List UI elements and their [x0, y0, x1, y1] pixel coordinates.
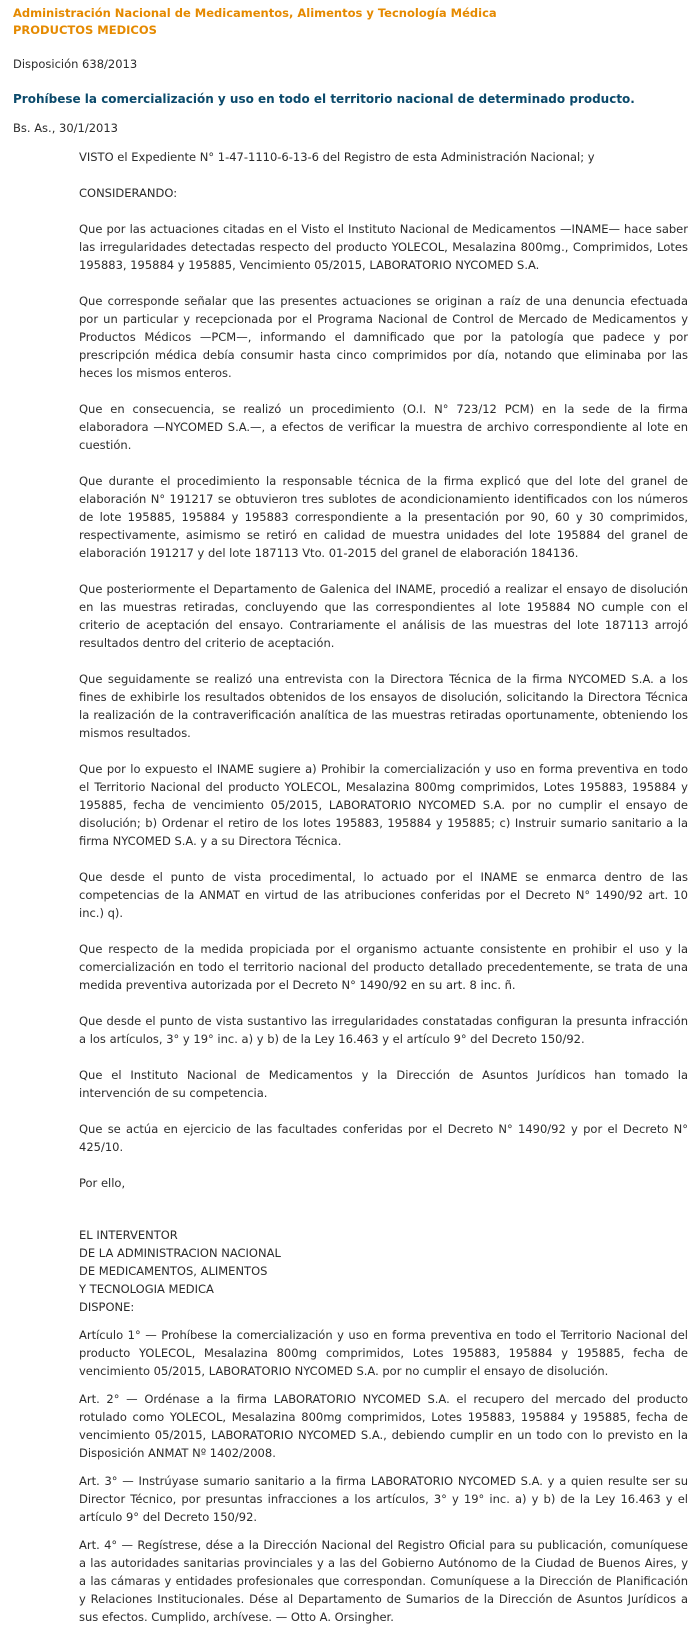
considerando-paragraph: Que seguidamente se realizó una entrevista con la Directora Técnica de la firma NYCOMED S.A. a los fines de exhibirle los resultados obtenidos de los ensayos de disolución, solicitando la Directora Técnica la realización de la contraverificación analítica de las muestras retiradas oportunamente, obteniendo los mismos resultados. — [79, 672, 688, 740]
signature-line: DE LA ADMINISTRACION NACIONAL — [79, 1246, 281, 1260]
agency-name: Administración Nacional de Medicamentos, Alimentos y Tecnología Médica — [13, 6, 497, 20]
place-date: Bs. As., 30/1/2013 — [13, 121, 118, 135]
considerando-paragraph: Que desde el punto de vista sustantivo las irregularidades constatadas configuran la presunta infracción a los artículos, 3° y 19° inc. a) y b) de la Ley 16.463 y el artículo 9° del Decreto 150/92. — [79, 1014, 688, 1046]
signature-line: DISPONE: — [79, 1300, 135, 1314]
signature-line: Y TECNOLOGIA MEDICA — [79, 1282, 214, 1296]
article-paragraph: Art. 4° — Regístrese, dése a la Dirección Nacional del Registro Oficial para su publicación, comuníquese a las autoridades sanitarias provinciales y a las del Gobierno Autónomo de la Ciudad de Buenos Aires, y a las cámaras y entidades profesionales que correspondan. Comuníquese a la Dirección de Planificación y Relaciones Institucionales. Dése al Departamento de Sumarios de la Dirección de Asuntos Jurídicos a sus efectos. Cumplido, archívese. — Otto A. Orsingher. — [79, 1538, 688, 1624]
considerando-paragraph: Que posteriormente el Departamento de Galenica del INAME, procedió a realizar el ensayo de disolución en las muestras retiradas, concluyendo que las correspondientes al lote 195884 NO cumple con el criterio de aceptación del ensayo. Contrariamente el análisis de las muestras del lote 187113 arrojó resultados dentro del criterio de aceptación. — [79, 582, 688, 650]
signature-block — [79, 1226, 688, 1316]
considerando-paragraph: Que corresponde señalar que las presentes actuaciones se originan a raíz de una denuncia efectuada por un particular y recepcionada por el Programa Nacional de Control de Mercado de Medicamentos y Productos Médicos —PCM—, informando el damnificado que por la patología que padece y por prescripción médica debía consumir hasta cinco comprimidos por día, notando que eliminaba por las heces los mismos enteros. — [79, 294, 688, 380]
considerando-paragraph: Que el Instituto Nacional de Medicamentos y la Dirección de Asuntos Jurídicos han tomado la intervención de su competencia. — [79, 1068, 688, 1100]
article-paragraph: Art. 2° — Ordénase a la firma LABORATORIO NYCOMED S.A. el recupero del mercado del producto rotulado como YOLECOL, Mesalazina 800mg comprimidos, Lotes 195883, 195884 y 195885, fecha de vencimiento 05/2015, LABORATORIO NYCOMED S.A., debiendo cumplir en un todo con lo previsto en la Disposición ANMAT Nº 1402/2008. — [79, 1392, 688, 1460]
articles-list — [79, 1326, 688, 1626]
disposition-headline: Prohíbese la comercialización y uso en todo el territorio nacional de determinado producto. — [13, 92, 635, 106]
considerando-paragraph: Que por las actuaciones citadas en el Visto el Instituto Nacional de Medicamentos —INAME— hace saber las irregularidades detectadas respecto del producto YOLECOL, Mesalazina 800mg., Comprimidos, Lotes 195883, 195884 y 195885, Vencimiento 05/2015, LABORATORIO NYCOMED S.A. — [79, 222, 688, 272]
article-paragraph: Artículo 1° — Prohíbese la comercialización y uso en forma preventiva en todo el Territorio Nacional del producto YOLECOL, Mesalazina 800mg comprimidos, Lotes 195883, 195884 y 195885, fecha de vencimiento 05/2015, LABORATORIO NYCOMED S.A. por no cumplir el ensayo de disolución. — [79, 1328, 688, 1378]
considerando-paragraph: Que respecto de la medida propiciada por el organismo actuante consistente en prohibir el uso y la comercialización en todo el territorio nacional del producto detallado precedentemente, se trata de una medida preventiva autorizada por el Decreto N° 1490/92 en su art. 8 inc. ñ. — [79, 942, 688, 992]
section-title: PRODUCTOS MEDICOS — [13, 23, 157, 37]
considerando-paragraph: Que en consecuencia, se realizó un procedimiento (O.I. N° 723/12 PCM) en la sede de la firma elaboradora —NYCOMED S.A.—, a efectos de verificar la muestra de archivo correspondiente al lote en cuestión. — [79, 402, 688, 452]
article-paragraph: Art. 3° — Instrúyase sumario sanitario a la firma LABORATORIO NYCOMED S.A. y a quien resulte ser su Director Técnico, por presuntas infracciones a los artículos, 3° y 19° inc. a) y b) de la Ley 16.463 y el artículo 9° del Decreto 150/92. — [79, 1474, 688, 1524]
considerando-heading: CONSIDERANDO: — [79, 186, 178, 200]
spacer — [79, 1316, 688, 1326]
considerando-paragraph: Que desde el punto de vista procedimental, lo actuado por el INAME se enmarca dentro de las competencias de la ANMAT en virtud de las atribuciones conferidas por el Decreto N° 1490/92 art. 10 inc.) q). — [79, 870, 688, 920]
document-header — [0, 5, 700, 137]
disposition-number: Disposición 638/2013 — [13, 57, 138, 71]
por-ello-text: Por ello, — [79, 1176, 126, 1190]
signature-line: DE MEDICAMENTOS, ALIMENTOS — [79, 1264, 268, 1278]
document-body — [79, 148, 688, 1626]
considerando-paragraph: Que durante el procedimiento la responsable técnica de la firma explicó que del lote del granel de elaboración N° 191217 se obtuvieron tres sublotes de acondicionamiento identificados con los números de lote 195885, 195884 y 195883 correspondiente a la presentación por 90, 60 y 30 comprimidos, respectivamente, asimismo se retiró en calidad de muestra unidades del lote 195884 del granel de elaboración 191217 y del lote 187113 Vto. 01-2015 del granel de elaboración 184136. — [79, 474, 688, 560]
spacer — [79, 1210, 688, 1226]
signature-line: EL INTERVENTOR — [79, 1228, 178, 1242]
visto-paragraph: VISTO el Expediente N° 1-47-1110-6-13-6 del Registro de esta Administración Nacional; y — [79, 150, 595, 164]
considerando-paragraph: Que se actúa en ejercicio de las facultades conferidas por el Decreto N° 1490/92 y por el Decreto N° 425/10. — [79, 1122, 688, 1154]
considerando-paragraph: Que por lo expuesto el INAME sugiere a) Prohibir la comercialización y uso en forma preventiva en todo el Territorio Nacional del producto YOLECOL, Mesalazina 800mg comprimidos, Lotes 195883, 195884 y 195885, fecha de vencimiento 05/2015, LABORATORIO NYCOMED S.A. por no cumplir el ensayo de disolución; b) Ordenar el retiro de los lotes 195883, 195884 y 195885; c) Instruir sumario sanitario a la firma NYCOMED S.A. y a su Directora Técnica. — [79, 762, 688, 848]
document-page — [0, 5, 700, 1642]
